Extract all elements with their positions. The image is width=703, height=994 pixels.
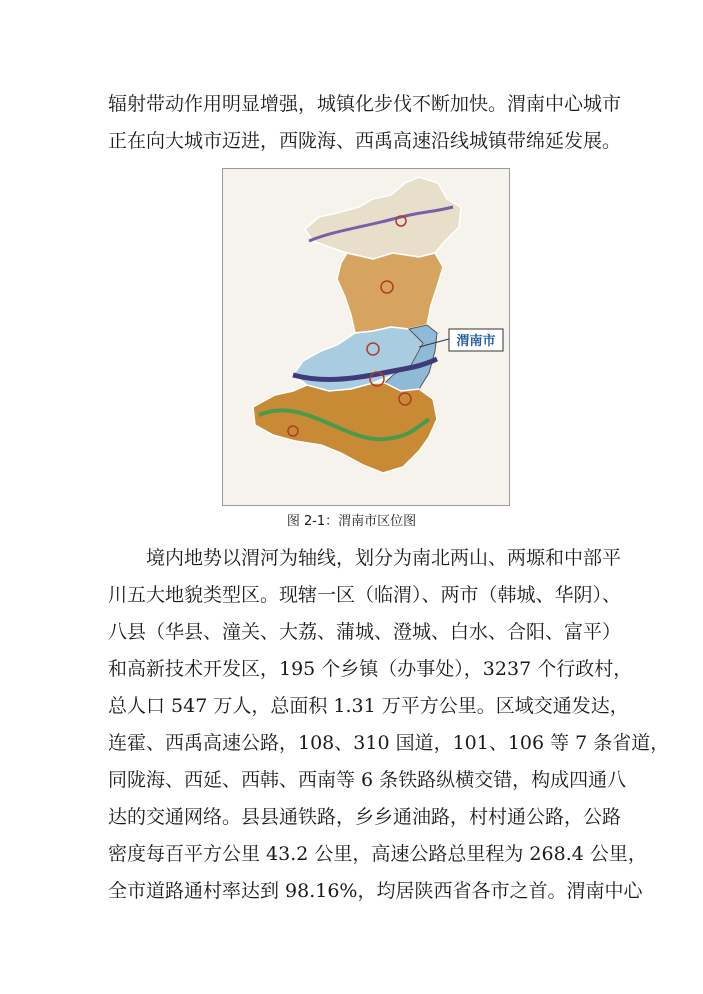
text-line: 川五大地貌类型区。现辖一区（临渭）、两市（韩城、华阴）、	[108, 584, 622, 606]
text-line: 密度每百平方公里 43.2 公里，高速公路总里程为 268.4 公里，	[108, 843, 647, 865]
text-line: 境内地势以渭河为轴线，划分为南北两山、两塬和中部平	[146, 547, 622, 569]
map-label: 渭南市	[456, 334, 496, 349]
text-line: 全市道路通村率达到 98.16%，均居陕西省各市之首。渭南中心	[108, 880, 643, 902]
figure-caption: 图 2-1：渭南市区位图	[286, 514, 417, 529]
text-line: 和高新技术开发区，195 个乡镇（办事处），3237 个行政村，	[108, 658, 633, 680]
text-line: 正在向大城市迈进，西陇海、西禹高速沿线城镇带绵延发展。	[108, 130, 622, 152]
text-line: 总人口 547 万人，总面积 1.31 万平方公里。区域交通发达，	[108, 695, 629, 717]
text-line: 达的交通网络。县县通铁路，乡乡通油路，村村通公路，公路	[108, 806, 622, 828]
text-line: 连霍、西禹高速公路，108、310 国道，101、106 等 7 条省道，	[108, 732, 670, 754]
text-line: 同陇海、西延、西韩、西南等 6 条铁路纵横交错，构成四通八	[108, 769, 627, 791]
location-map-figure	[222, 168, 510, 506]
shaanxi-map	[223, 169, 509, 505]
text-line: 辐射带动作用明显增强，城镇化步伐不断加快。渭南中心城市	[108, 93, 622, 115]
text-line: 八县（华县、潼关、大荔、蒲城、澄城、白水、合阳、富平）	[108, 621, 622, 643]
